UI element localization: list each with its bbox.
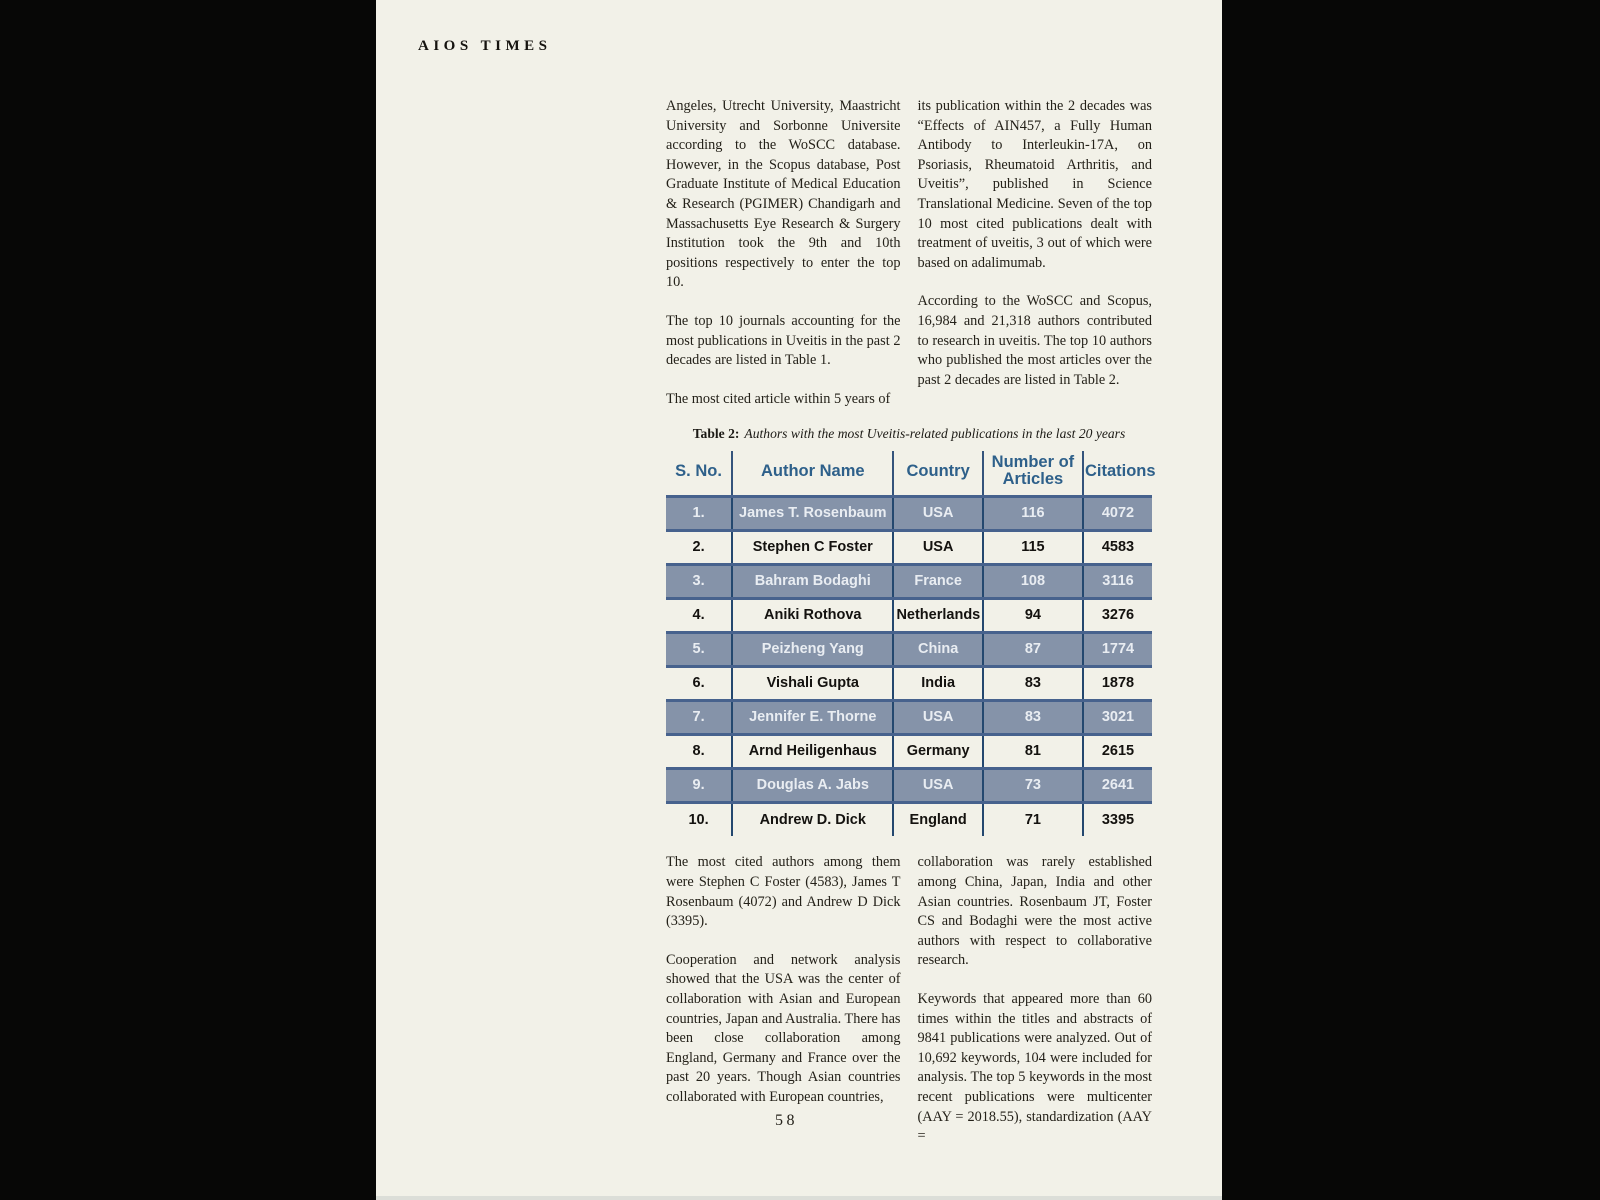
column-bottom-left — [666, 853, 901, 1146]
column-header: Author Name — [732, 451, 893, 496]
table-cell: 1878 — [1083, 666, 1152, 700]
table-cell: Germany — [893, 734, 982, 768]
paragraph: its publication within the 2 decades was “Effects of AIN457, a Fully Human Antibody to Interleukin-17A, on Psoriasis, Rheumatoid Arthritis, and Uveitis”, published in Science Translational Medicine. Seven of the top 10 most cited publications dealt with treatment of uveitis, 3 out of which were based on adalimumab. — [917, 98, 1152, 271]
table-cell: France — [893, 564, 982, 598]
paragraph: The most cited article within 5 years of — [666, 390, 891, 407]
table-cell: 4583 — [1083, 530, 1152, 564]
table-caption-label: Table 2: — [692, 426, 740, 442]
paragraph: Keywords that appeared more than 60 times within the titles and abstracts of 9841 publications were analyzed. Out of 10,692 keywords, 104 were included for analysis. The top 5 keywords in the most recent publications were multicenter (AAY = 2018.55), standardization (AAY = — [917, 991, 1152, 1145]
table-cell: 4. — [692, 607, 705, 624]
table-cell: 115 — [983, 530, 1083, 564]
column-top-left — [666, 97, 901, 409]
paragraph: collaboration was rarely established among China, Japan, India and other Asian countries. Rosenbaum JT, Foster CS and Bodaghi were the most active authors with respect to collaborative research. — [917, 854, 1152, 969]
table-cell: 108 — [983, 564, 1083, 598]
table-header-row — [666, 451, 1152, 496]
table-cell: 1774 — [1083, 632, 1152, 666]
paragraph: According to the WoSCC and Scopus, 16,984 and 21,318 authors contributed to research in uveitis. The top 10 authors who published the most articles over the past 2 decades are listed in Table 2. — [917, 293, 1152, 388]
table-cell: 73 — [983, 768, 1083, 802]
column-top-right — [918, 97, 1153, 409]
table-cell: 3021 — [1083, 700, 1152, 734]
column-header: Citations — [1083, 451, 1152, 496]
table-cell: 71 — [983, 802, 1083, 836]
table-cell: USA — [893, 700, 982, 734]
columns-top — [666, 97, 1152, 409]
table-cell: USA — [893, 530, 982, 564]
table-cell: Vishali Gupta — [732, 666, 893, 700]
table-body — [666, 496, 1152, 836]
table-cell: USA — [893, 496, 982, 530]
table-row — [666, 802, 1152, 836]
table-cell: 3. — [692, 573, 705, 590]
paragraph: Cooperation and network analysis showed that the USA was the center of collaboration with Asian and European countries, Japan and Australia. There has been close collaboration among England, Germany and France over the past 20 years. Though Asian countries collaborated with European countries, — [666, 951, 901, 1105]
table-cell: 83 — [983, 666, 1083, 700]
table-cell: 94 — [983, 598, 1083, 632]
table-cell: Douglas A. Jabs — [732, 768, 893, 802]
magazine-page — [376, 0, 1222, 1200]
table-row — [666, 564, 1152, 598]
table-cell: 116 — [983, 496, 1083, 530]
table-cell: 6. — [692, 675, 705, 692]
table-cell: Netherlands — [893, 598, 982, 632]
table-cell: 2615 — [1083, 734, 1152, 768]
table-row — [666, 700, 1152, 734]
table-cell: Peizheng Yang — [732, 632, 893, 666]
table-caption-text: Authors with the most Uveitis-related publications in the last 20 years — [744, 426, 1126, 442]
columns-bottom — [666, 853, 1152, 1146]
table-row — [666, 666, 1152, 700]
page-number: 58 — [775, 1112, 798, 1129]
paragraph: The most cited authors among them were Stephen C Foster (4583), James T Rosenbaum (4072) and Andrew D Dick (3395). — [666, 854, 901, 930]
column-bottom-right — [918, 853, 1153, 1146]
column-header: S. No. — [675, 461, 722, 480]
table-cell: 10. — [688, 812, 709, 829]
column-header: Number of Articles — [983, 451, 1083, 496]
table-caption — [666, 426, 1152, 442]
table-cell: 3395 — [1083, 802, 1152, 836]
table-cell: China — [893, 632, 982, 666]
table-row — [666, 598, 1152, 632]
table-cell: 81 — [983, 734, 1083, 768]
table-row — [666, 530, 1152, 564]
table-cell: Bahram Bodaghi — [732, 564, 893, 598]
table-cell: 83 — [983, 700, 1083, 734]
table-cell: Andrew D. Dick — [732, 802, 893, 836]
table-cell: Stephen C Foster — [732, 530, 893, 564]
column-header: Country — [893, 451, 982, 496]
table-cell: Arnd Heiligenhaus — [732, 734, 893, 768]
table-cell: 4072 — [1083, 496, 1152, 530]
authors-table — [666, 451, 1156, 836]
table-cell: India — [893, 666, 982, 700]
table-cell: 3116 — [1083, 564, 1152, 598]
table-cell: 5. — [692, 641, 705, 658]
article-content — [666, 97, 1156, 1147]
table-cell: USA — [893, 768, 982, 802]
table-cell: 87 — [983, 632, 1083, 666]
table-cell: Jennifer E. Thorne — [732, 700, 893, 734]
table-row — [666, 768, 1152, 802]
table-cell: England — [893, 802, 982, 836]
table-cell: 2. — [692, 539, 705, 556]
table-cell: 7. — [692, 709, 705, 726]
table-cell: 1. — [692, 505, 705, 522]
table-row — [666, 632, 1152, 666]
masthead-title: AIOS TIMES — [418, 38, 552, 54]
table-row — [666, 496, 1152, 530]
paragraph: Angeles, Utrecht University, Maastricht University and Sorbonne Universite according to the WoSCC database. However, in the Scopus database, Post Graduate Institute of Medical Education & Research (PGIMER) Chandigarh and Massachusetts Eye Research & Surgery Institution took the 9th and 10th positions respectively to enter the top 10. — [666, 98, 901, 291]
table-cell: James T. Rosenbaum — [732, 496, 893, 530]
table-row — [666, 734, 1152, 768]
table-cell: Aniki Rothova — [732, 598, 893, 632]
table-cell: 8. — [692, 743, 705, 760]
table-cell: 9. — [692, 777, 705, 794]
paragraph: The top 10 journals accounting for the most publications in Uveitis in the past 2 decades are listed in Table 1. — [666, 312, 901, 369]
table-cell: 3276 — [1083, 598, 1152, 632]
table-cell: 2641 — [1083, 768, 1152, 802]
